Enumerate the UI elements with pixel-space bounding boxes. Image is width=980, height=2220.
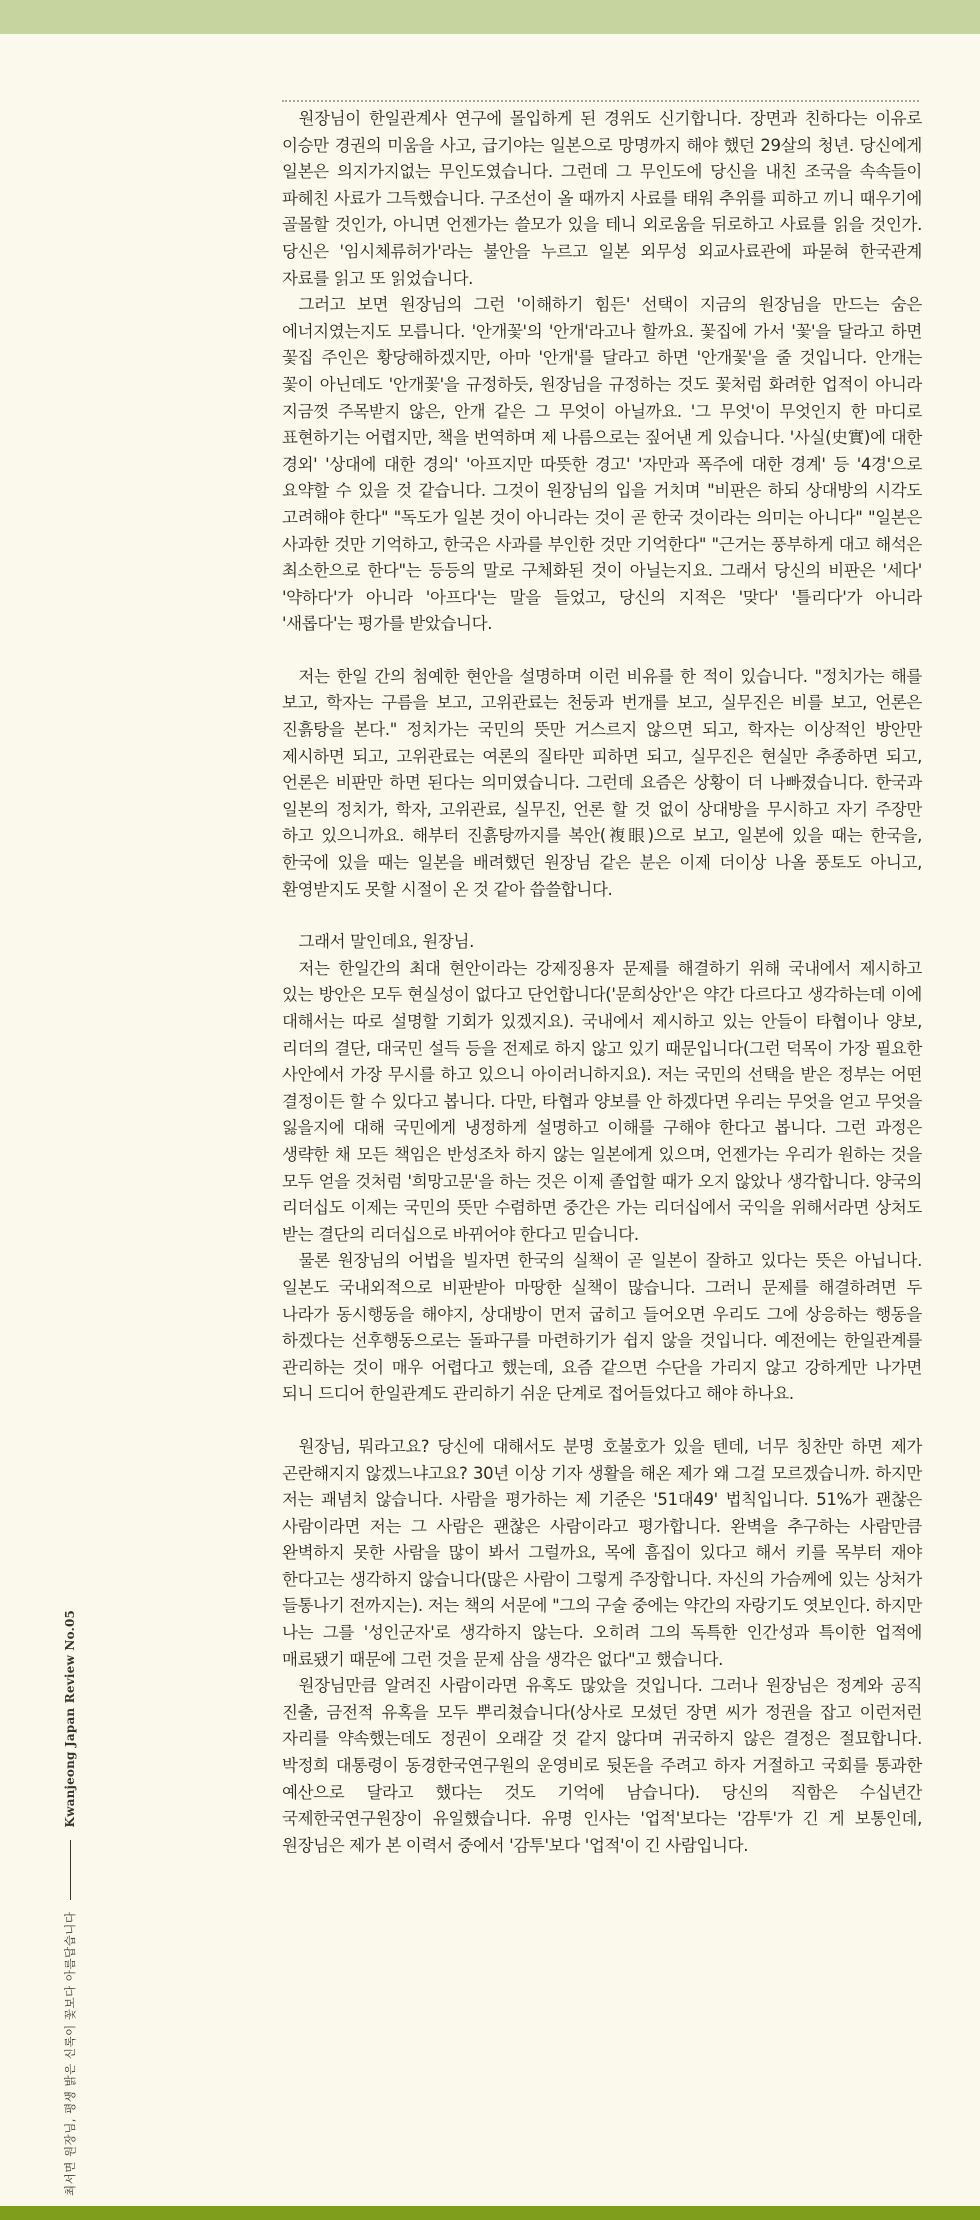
journal-title: Kwanjeong Japan Review No.05 bbox=[63, 1609, 77, 1828]
header-band bbox=[0, 0, 980, 34]
paragraph: 원장님, 뭐라고요? 당신에 대해서도 분명 호불호가 있을 텐데, 너무 칭찬만 하면 제가 곤란해지지 않겠느냐고요? 30년 이상 기자 생활을 해온 제가 왜 그걸 모르겠습니까. 하지만 저는 괘념치 않습니다. 사람을 평가하는 제 기준은 '51대49' 법칙입니다. 51%가 괜찮은 사람이라면 저는 그 사람은 괜찮은 사람이라고 평가합니다. 완벽을 추구하는 사람만큼 완벽하지 못한 사람을 많이 봐서 그럴까요, 목에 흠집이 있다고 해서 키를 목부터 재야 한다고는 생각하지 않습니다(많은 사람이 그렇게 주장합니다. 자신의 가슴께에 있는 상처가 들통나기 전까지는). 저는 책의 서문에 "그의 구술 중에는 약간의 자랑기도 엿보인다. 하지만 나는 그를 '성인군자'로 생각하지 않는다. 오히려 그의 독특한 인간성과 특이한 업적에 매료됐기 때문에 그런 것을 문제 삼을 생각은 없다"고 했습니다. bbox=[282, 1436, 922, 1669]
article-body bbox=[282, 106, 922, 1859]
series-title: 최서면 원장님, 평생 밝은 신록이 꽃보다 아름답습니다 bbox=[63, 1911, 77, 2196]
caption-divider bbox=[70, 1840, 71, 1900]
dotted-divider bbox=[282, 100, 919, 102]
paragraph: 저는 한일간의 최대 현안이라는 강제징용자 문제를 해결하기 위해 국내에서 제시하고 있는 방안은 모두 현실성이 없다고 단언합니다('문희상안'은 약간 다르다고 생각하는데 이에 대해서는 따로 설명할 기회가 있겠지요). 국내에서 제시하고 있는 안들이 타협이나 양보, 리더의 결단, 대국민 설득 등을 전제로 하지 않고 있기 때문입니다(그런 덕목이 가장 필요한 사안에서 가장 무시를 하고 있으니 아이러니하지요). 저는 국민의 선택을 받은 정부는 어떤 결정이든 할 수 있다고 봅니다. 다만, 타협과 양보를 안 하겠다면 우리는 무엇을 얻고 무엇을 잃을지에 대해 국민에게 냉정하게 설명하고 이해를 구해야 한다고 봅니다. 그런 과정은 생략한 채 모든 책임은 반성조차 하지 않는 일본에게 있으며, 언젠가는 우리가 원하는 것을 모두 얻을 것처럼 '희망고문'을 하는 것은 이제 졸업할 때가 오지 않았나 생각합니다. 양국의 리더십도 이제는 국민의 뜻만 수렴하면 중간은 가는 리더십에서 국익을 위해서라면 상처도 받는 결단의 리더십으로 바뀌어야 한다고 믿습니다. bbox=[282, 958, 922, 1244]
paragraph: 그러고 보면 원장님의 그런 '이해하기 힘든' 선택이 지금의 원장님을 만드는 숨은 에너지였는지도 모릅니다. '안개꽃'의 '안개'라고나 할까요. 꽃집에 가서 '꽃'을 달라고 하면 꽃집 주인은 황당해하겠지만, 아마 '안개'를 달라고 하면 '안개꽃'을 줄 것입니다. 안개는 꽃이 아닌데도 '안개꽃'을 규정하듯, 원장님을 규정하는 것도 꽃처럼 화려한 업적이 아니라 지금껏 주목받지 않은, 안개 같은 그 무엇이 아닐까요. '그 무엇'이 무엇인지 한 마디로 표현하기는 어렵지만, 책을 번역하며 제 나름으로는 짚어낸 게 있습니다. '사실(史實)에 대한 경외' '상대에 대한 경의' '아프지만 따뜻한 경고' '자만과 폭주에 대한 경계' 등 '4경'으로 요약할 수 있을 것 같습니다. 그것이 원장님의 입을 거치며 "비판은 하되 상대방의 시각도 고려해야 한다" "독도가 일본 것이 아니라는 것이 곧 한국 것이라는 의미는 아니다" "일본은 사과한 것만 기억하고, 한국은 사과를 부인한 것만 기억한다" "근거는 풍부하게 대고 해석은 최소한으로 한다"는 등등의 말로 구체화된 것이 아닐는지요. 그래서 당신의 비판은 '세다' '약하다'가 아니라 '아프다'는 말을 들었고, 당신의 지적은 '맞다' '틀리다'가 아니라 '새롭다'는 평가를 받았습니다. bbox=[282, 295, 922, 634]
side-caption bbox=[62, 1610, 78, 2196]
paragraph: 원장님만큼 알려진 사람이라면 유혹도 많았을 것입니다. 그러나 원장님은 정계와 공직 진출, 금전적 유혹을 모두 뿌리쳤습니다(상사로 모셨던 장면 씨가 정권을 잡고 이런저런 자리를 약속했는데도 정권이 오래갈 것 같지 않다며 귀국하지 않은 결정은 절묘합니다. 박정희 대통령이 동경한국연구원의 운영비로 뒷돈을 주려고 하자 거절하고 국회를 통과한 예산으로 달라고 했다는 것도 기억에 남습니다). 당신의 직함은 수십년간 국제한국연구원장이 유일했습니다. 유명 인사는 '업적'보다는 '감투'가 긴 게 보통인데, 원장님은 제가 본 이력서 중에서 '감투'보다 '업적'이 긴 사람입니다. bbox=[282, 1676, 922, 1855]
paragraph: 저는 한일 간의 첨예한 현안을 설명하며 이런 비유를 한 적이 있습니다. "정치가는 해를 보고, 학자는 구름을 보고, 고위관료는 천둥과 번개를 보고, 실무진은 비를 보고, 언론은 진흙탕을 본다." 정치가는 국민의 뜻만 거스르지 않으면 되고, 학자는 이상적인 방안만 제시하면 되고, 고위관료는 여론의 질타만 피하면 되고, 실무진은 현실만 추종하면 되고, 언론은 비판만 하면 된다는 의미였습니다. 그런데 요즘은 상황이 더 나빠졌습니다. 한국과 일본의 정치가, 학자, 고위관료, 실무진, 언론 할 것 없이 상대방을 무시하고 자기 주장만 하고 있으니까요. 해부터 진흙탕까지를 복안(複眼)으로 보고, 일본에 있을 때는 한국을, 한국에 있을 때는 일본을 배려했던 원장님 같은 분은 이제 더이상 나올 풍토도 아니고, 환영받지도 못할 시절이 온 것 같아 씁쓸합니다. bbox=[282, 666, 922, 899]
paragraph: 물론 원장님의 어법을 빌자면 한국의 실책이 곧 일본이 잘하고 있다는 뜻은 아닙니다. 일본도 국내외적으로 비판받아 마땅한 실책이 많습니다. 그러니 문제를 해결하려면 두 나라가 동시행동을 해야지, 상대방이 먼저 굽히고 들어오면 우리도 그에 상응하는 행동을 하겠다는 선후행동으로는 돌파구를 마련하기가 쉽지 않을 것입니다. 예전에는 한일관계를 관리하는 것이 매우 어렵다고 했는데, 요즘 같으면 수단을 가리지 않고 강하게만 나가면 되니 드디어 한일관계도 관리하기 쉬운 단계로 접어들었다고 해야 하나요. bbox=[282, 1251, 922, 1404]
paragraph: 그래서 말인데요, 원장님. bbox=[298, 932, 474, 952]
footer-band bbox=[0, 2206, 980, 2220]
paragraph: 원장님이 한일관계사 연구에 몰입하게 된 경위도 신기합니다. 장면과 친하다는 이유로 이승만 경권의 미움을 사고, 급기야는 일본으로 망명까지 해야 했던 29살의 청년. 당신에게 일본은 의지가지없는 무인도였습니다. 그런데 그 무인도에 당신을 내친 조국을 속속들이 파헤친 사료가 그득했습니다. 구조선이 올 때까지 사료를 태워 추위를 피하고 끼니 때우기에 골몰할 것인가, 아니면 언젠가는 쓸모가 있을 테니 외로움을 뒤로하고 사료를 읽을 것인가. 당신은 '임시체류허가'라는 불안을 누르고 일본 외무성 외교사료관에 파묻혀 한국관계 자료를 읽고 또 읽었습니다. bbox=[282, 109, 922, 288]
